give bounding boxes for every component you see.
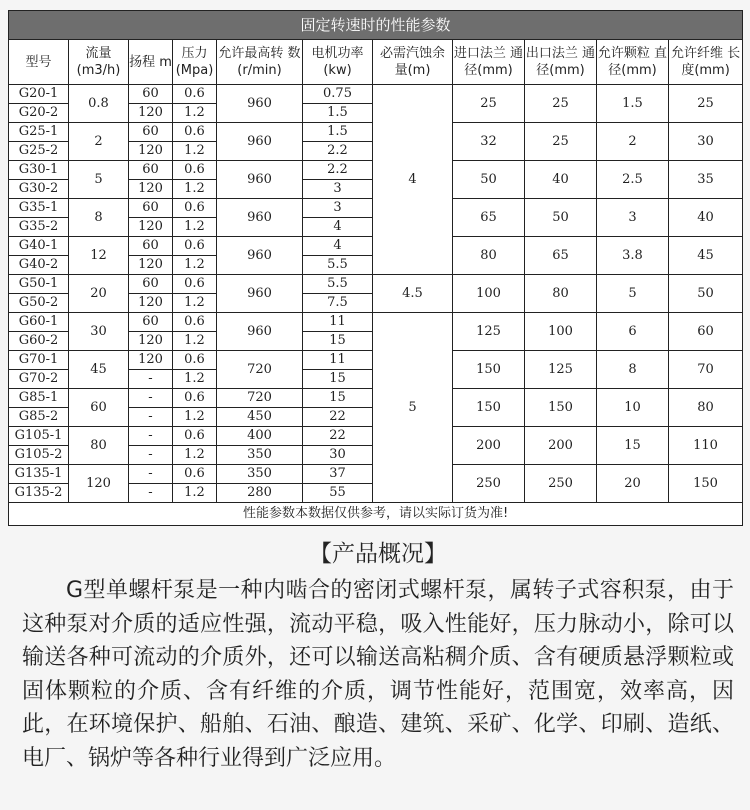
cell-model: G135-2 (9, 484, 69, 503)
cell-head: 120 (129, 332, 173, 351)
cell-model: G70-1 (9, 351, 69, 370)
cell-max-speed: 960 (217, 123, 303, 161)
table-row (9, 275, 743, 294)
cell-outlet-flange: 25 (525, 123, 597, 161)
cell-head: 120 (129, 142, 173, 161)
table-footnote: 性能参数本数据仅供参考，请以实际订货为准! (9, 503, 743, 526)
cell-motor-power: 0.75 (303, 85, 373, 104)
cell-pressure: 1.2 (173, 370, 217, 389)
cell-outlet-flange: 250 (525, 465, 597, 503)
cell-motor-power: 1.5 (303, 123, 373, 142)
cell-model: G50-1 (9, 275, 69, 294)
cell-head: 60 (129, 85, 173, 104)
table-row (9, 85, 743, 104)
header-max-speed: 允许最高转 数 (r/min) (217, 40, 303, 85)
header-particle-diameter: 允许颗粒 直径(mm) (597, 40, 669, 85)
cell-outlet-flange: 25 (525, 85, 597, 123)
cell-fiber-length: 80 (669, 389, 743, 427)
cell-fiber-length: 30 (669, 123, 743, 161)
cell-outlet-flange: 40 (525, 161, 597, 199)
cell-motor-power: 5.5 (303, 256, 373, 275)
cell-head: - (129, 408, 173, 427)
table-title: 固定转速时的性能参数 (9, 11, 743, 40)
cell-pressure: 0.6 (173, 313, 217, 332)
cell-motor-power: 7.5 (303, 294, 373, 313)
cell-pressure: 1.2 (173, 408, 217, 427)
cell-model: G60-2 (9, 332, 69, 351)
cell-head: - (129, 446, 173, 465)
cell-outlet-flange: 200 (525, 427, 597, 465)
cell-model: G35-2 (9, 218, 69, 237)
header-inlet-flange: 进口法兰 通径(mm) (453, 40, 525, 85)
cell-pressure: 1.2 (173, 294, 217, 313)
cell-npsh: 4 (373, 85, 453, 275)
cell-model: G85-2 (9, 408, 69, 427)
cell-max-speed: 350 (217, 465, 303, 484)
cell-flow: 30 (69, 313, 129, 351)
cell-head: - (129, 389, 173, 408)
cell-particle-diameter: 20 (597, 465, 669, 503)
cell-pressure: 1.2 (173, 256, 217, 275)
cell-pressure: 0.6 (173, 465, 217, 484)
cell-model: G135-1 (9, 465, 69, 484)
cell-flow: 120 (69, 465, 129, 503)
cell-head: 60 (129, 237, 173, 256)
cell-max-speed: 720 (217, 389, 303, 408)
cell-inlet-flange: 32 (453, 123, 525, 161)
cell-fiber-length: 150 (669, 465, 743, 503)
cell-pressure: 0.6 (173, 389, 217, 408)
cell-motor-power: 22 (303, 427, 373, 446)
cell-particle-diameter: 3 (597, 199, 669, 237)
cell-model: G60-1 (9, 313, 69, 332)
cell-motor-power: 5.5 (303, 275, 373, 294)
cell-fiber-length: 110 (669, 427, 743, 465)
cell-model: G105-2 (9, 446, 69, 465)
cell-pressure: 1.2 (173, 142, 217, 161)
cell-max-speed: 960 (217, 199, 303, 237)
cell-max-speed: 960 (217, 85, 303, 123)
cell-head: - (129, 370, 173, 389)
cell-motor-power: 3 (303, 199, 373, 218)
cell-model: G25-1 (9, 123, 69, 142)
cell-fiber-length: 40 (669, 199, 743, 237)
cell-head: 120 (129, 294, 173, 313)
cell-head: 120 (129, 218, 173, 237)
cell-motor-power: 3 (303, 180, 373, 199)
cell-inlet-flange: 250 (453, 465, 525, 503)
cell-model: G20-1 (9, 85, 69, 104)
overview-body: G型单螺杆泵是一种内啮合的密闭式螺杆泵，属转子式容积泵，由于这种泵对介质的适应性强，流动平稳，吸入性能好，压力脉动小，除可以输送各种可流动的介质外，还可以输送高粘稠介质、含有硬质悬浮颗粒或固体颗粒的介质、含有纤维的介质，调节性能好，范围宽，效率高，因此，在环境保护、船舶、石油、酿造、建筑、采矿、化学、印刷、造纸、电厂、锅炉等各种行业得到广泛应用。 (22, 578, 734, 771)
cell-model: G35-1 (9, 199, 69, 218)
cell-flow: 0.8 (69, 85, 129, 123)
cell-head: 120 (129, 180, 173, 199)
cell-particle-diameter: 3.8 (597, 237, 669, 275)
cell-inlet-flange: 150 (453, 351, 525, 389)
cell-head: 60 (129, 275, 173, 294)
cell-flow: 60 (69, 389, 129, 427)
cell-max-speed: 960 (217, 237, 303, 275)
table-body (9, 85, 743, 503)
cell-motor-power: 4 (303, 218, 373, 237)
cell-inlet-flange: 25 (453, 85, 525, 123)
header-fiber-length: 允许纤维 长度(mm) (669, 40, 743, 85)
cell-fiber-length: 45 (669, 237, 743, 275)
cell-flow: 80 (69, 427, 129, 465)
cell-flow: 8 (69, 199, 129, 237)
cell-particle-diameter: 10 (597, 389, 669, 427)
cell-model: G70-2 (9, 370, 69, 389)
cell-pressure: 1.2 (173, 484, 217, 503)
cell-pressure: 0.6 (173, 427, 217, 446)
header-npsh: 必需汽蚀余 量(m) (373, 40, 453, 85)
cell-flow: 20 (69, 275, 129, 313)
cell-pressure: 1.2 (173, 180, 217, 199)
cell-pressure: 1.2 (173, 218, 217, 237)
cell-fiber-length: 60 (669, 313, 743, 351)
cell-inlet-flange: 80 (453, 237, 525, 275)
cell-pressure: 0.6 (173, 85, 217, 104)
header-model: 型号 (9, 40, 69, 85)
cell-particle-diameter: 1.5 (597, 85, 669, 123)
cell-motor-power: 11 (303, 351, 373, 370)
cell-motor-power: 2.2 (303, 142, 373, 161)
cell-outlet-flange: 65 (525, 237, 597, 275)
header-pressure: 压力 (Mpa) (173, 40, 217, 85)
cell-motor-power: 1.5 (303, 104, 373, 123)
cell-pressure: 1.2 (173, 332, 217, 351)
cell-particle-diameter: 2.5 (597, 161, 669, 199)
cell-max-speed: 960 (217, 313, 303, 351)
table-row (9, 313, 743, 332)
cell-pressure: 0.6 (173, 237, 217, 256)
cell-inlet-flange: 125 (453, 313, 525, 351)
cell-model: G105-1 (9, 427, 69, 446)
cell-fiber-length: 50 (669, 275, 743, 313)
cell-head: 120 (129, 351, 173, 370)
cell-particle-diameter: 5 (597, 275, 669, 313)
cell-model: G20-2 (9, 104, 69, 123)
cell-outlet-flange: 125 (525, 351, 597, 389)
cell-head: 120 (129, 104, 173, 123)
cell-max-speed: 960 (217, 275, 303, 313)
cell-outlet-flange: 150 (525, 389, 597, 427)
product-overview (22, 538, 734, 775)
cell-head: 120 (129, 256, 173, 275)
cell-fiber-length: 70 (669, 351, 743, 389)
cell-pressure: 1.2 (173, 446, 217, 465)
cell-outlet-flange: 80 (525, 275, 597, 313)
cell-particle-diameter: 15 (597, 427, 669, 465)
cell-model: G50-2 (9, 294, 69, 313)
cell-inlet-flange: 100 (453, 275, 525, 313)
cell-inlet-flange: 150 (453, 389, 525, 427)
cell-head: - (129, 427, 173, 446)
cell-npsh: 5 (373, 313, 453, 503)
cell-particle-diameter: 2 (597, 123, 669, 161)
cell-outlet-flange: 100 (525, 313, 597, 351)
cell-model: G30-2 (9, 180, 69, 199)
cell-inlet-flange: 50 (453, 161, 525, 199)
cell-max-speed: 720 (217, 351, 303, 389)
cell-head: - (129, 465, 173, 484)
cell-particle-diameter: 6 (597, 313, 669, 351)
cell-fiber-length: 25 (669, 85, 743, 123)
cell-inlet-flange: 65 (453, 199, 525, 237)
cell-model: G25-2 (9, 142, 69, 161)
cell-head: 60 (129, 123, 173, 142)
cell-motor-power: 15 (303, 389, 373, 408)
cell-motor-power: 15 (303, 332, 373, 351)
cell-motor-power: 15 (303, 370, 373, 389)
cell-fiber-length: 35 (669, 161, 743, 199)
cell-max-speed: 450 (217, 408, 303, 427)
cell-motor-power: 2.2 (303, 161, 373, 180)
cell-head: 60 (129, 313, 173, 332)
cell-motor-power: 37 (303, 465, 373, 484)
cell-pressure: 1.2 (173, 104, 217, 123)
cell-motor-power: 55 (303, 484, 373, 503)
cell-pressure: 0.6 (173, 199, 217, 218)
cell-model: G30-1 (9, 161, 69, 180)
overview-title: 【产品概况】 (309, 541, 447, 567)
cell-pressure: 0.6 (173, 351, 217, 370)
cell-flow: 5 (69, 161, 129, 199)
header-head: 扬程 m (129, 40, 173, 85)
cell-outlet-flange: 50 (525, 199, 597, 237)
cell-pressure: 0.6 (173, 161, 217, 180)
cell-flow: 12 (69, 237, 129, 275)
cell-inlet-flange: 200 (453, 427, 525, 465)
cell-motor-power: 22 (303, 408, 373, 427)
cell-max-speed: 960 (217, 161, 303, 199)
cell-max-speed: 280 (217, 484, 303, 503)
cell-motor-power: 30 (303, 446, 373, 465)
cell-flow: 45 (69, 351, 129, 389)
cell-npsh: 4.5 (373, 275, 453, 313)
cell-max-speed: 400 (217, 427, 303, 446)
cell-flow: 2 (69, 123, 129, 161)
header-motor-power: 电机功率 (kw) (303, 40, 373, 85)
cell-head: 60 (129, 161, 173, 180)
cell-head: 60 (129, 199, 173, 218)
cell-motor-power: 11 (303, 313, 373, 332)
header-outlet-flange: 出口法兰 通径(mm) (525, 40, 597, 85)
cell-model: G40-2 (9, 256, 69, 275)
cell-pressure: 0.6 (173, 123, 217, 142)
cell-max-speed: 350 (217, 446, 303, 465)
cell-model: G85-1 (9, 389, 69, 408)
cell-head: - (129, 484, 173, 503)
cell-model: G40-1 (9, 237, 69, 256)
cell-particle-diameter: 8 (597, 351, 669, 389)
cell-pressure: 0.6 (173, 275, 217, 294)
cell-motor-power: 4 (303, 237, 373, 256)
header-flow: 流量 (m3/h) (69, 40, 129, 85)
performance-table (8, 10, 743, 526)
